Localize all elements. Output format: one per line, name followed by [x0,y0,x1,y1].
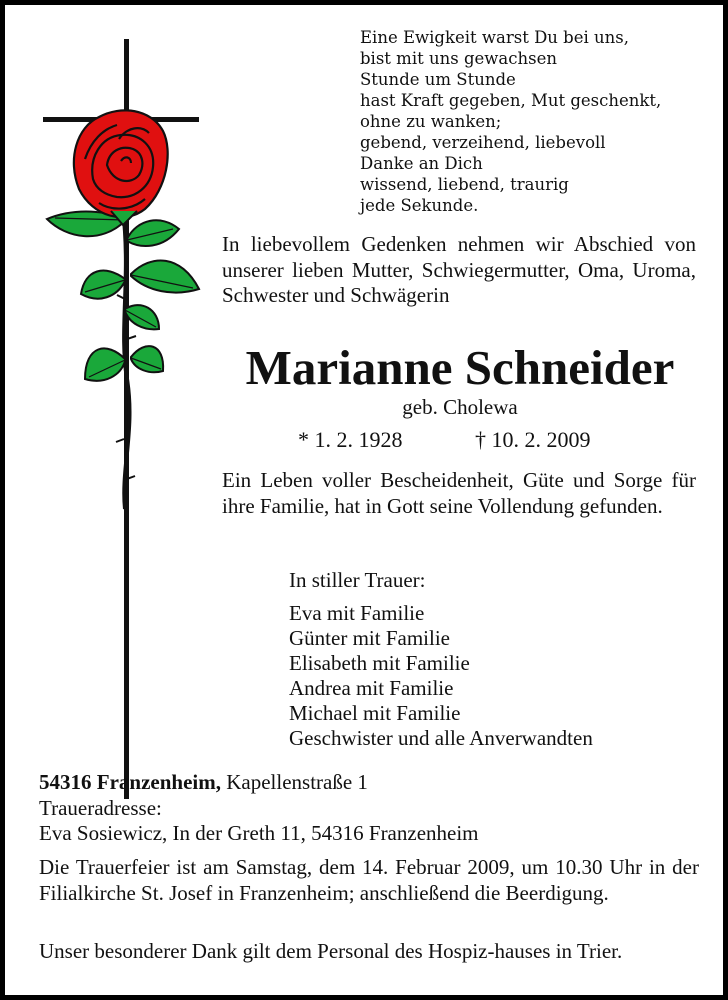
poem-line: Eine Ewigkeit warst Du bei uns, [360,28,629,47]
address-street: Kapellenstraße 1 [226,770,368,794]
poem-line: bist mit uns gewachsen [360,49,557,68]
address-place: 54316 Franzenheim, [39,770,221,794]
mourner: Andrea mit Familie [289,676,454,700]
poem-line: wissend, liebend, traurig [360,175,569,194]
address-line [39,770,699,796]
address-block [39,770,699,847]
address-contact: Eva Sosiewicz, In der Greth 11, 54316 Franzenheim [39,821,479,845]
life-text: Ein Leben voller Bescheidenheit, Güte und Sorge für ihre Familie, hat in Gott seine Vollendung gefunden. [222,468,696,518]
mourner: Geschwister und alle Anverwandten [289,726,593,750]
cross-with-rose-icon [41,39,203,799]
thanks-text: Unser besonderer Dank gilt dem Personal des Hospiz-hauses in Trier. [39,939,623,963]
death-date: † 10. 2. 2009 [475,427,591,452]
ceremony-text: Die Trauerfeier ist am Samstag, dem 14. Februar 2009, um 10.30 Uhr in der Filialkirche St. Josef in Franzenheim; anschließend die Beerdigung. [39,855,699,905]
mourners-section [289,568,709,751]
poem-line: gebend, verzeihend, liebevoll [360,133,606,152]
mourner: Michael mit Familie [289,701,461,725]
address-label: Traueradresse: [39,795,162,820]
poem-line: Stunde um Stunde [360,70,516,89]
birth-date: * 1. 2. 1928 [298,427,403,452]
poem-line: hast Kraft gegeben, Mut geschenkt, [360,91,662,110]
poem-line: ohne zu wanken; [360,112,502,131]
mourning-heading: In stiller Trauer: [289,568,426,592]
deceased-name: Marianne Schneider [245,340,675,395]
poem [360,27,710,216]
birth-name: geb. Cholewa [402,395,518,419]
poem-line: Danke an Dich [360,154,483,173]
mourner: Eva mit Familie [289,601,425,625]
mourner: Elisabeth mit Familie [289,651,470,675]
intro-text: In liebevollem Gedenken nehmen wir Abschied von unserer lieben Mutter, Schwiegermutter, Oma, Uroma, Schwester und Schwägerin [222,232,696,307]
poem-line: jede Sekunde. [360,196,479,215]
mourner: Günter mit Familie [289,626,450,650]
